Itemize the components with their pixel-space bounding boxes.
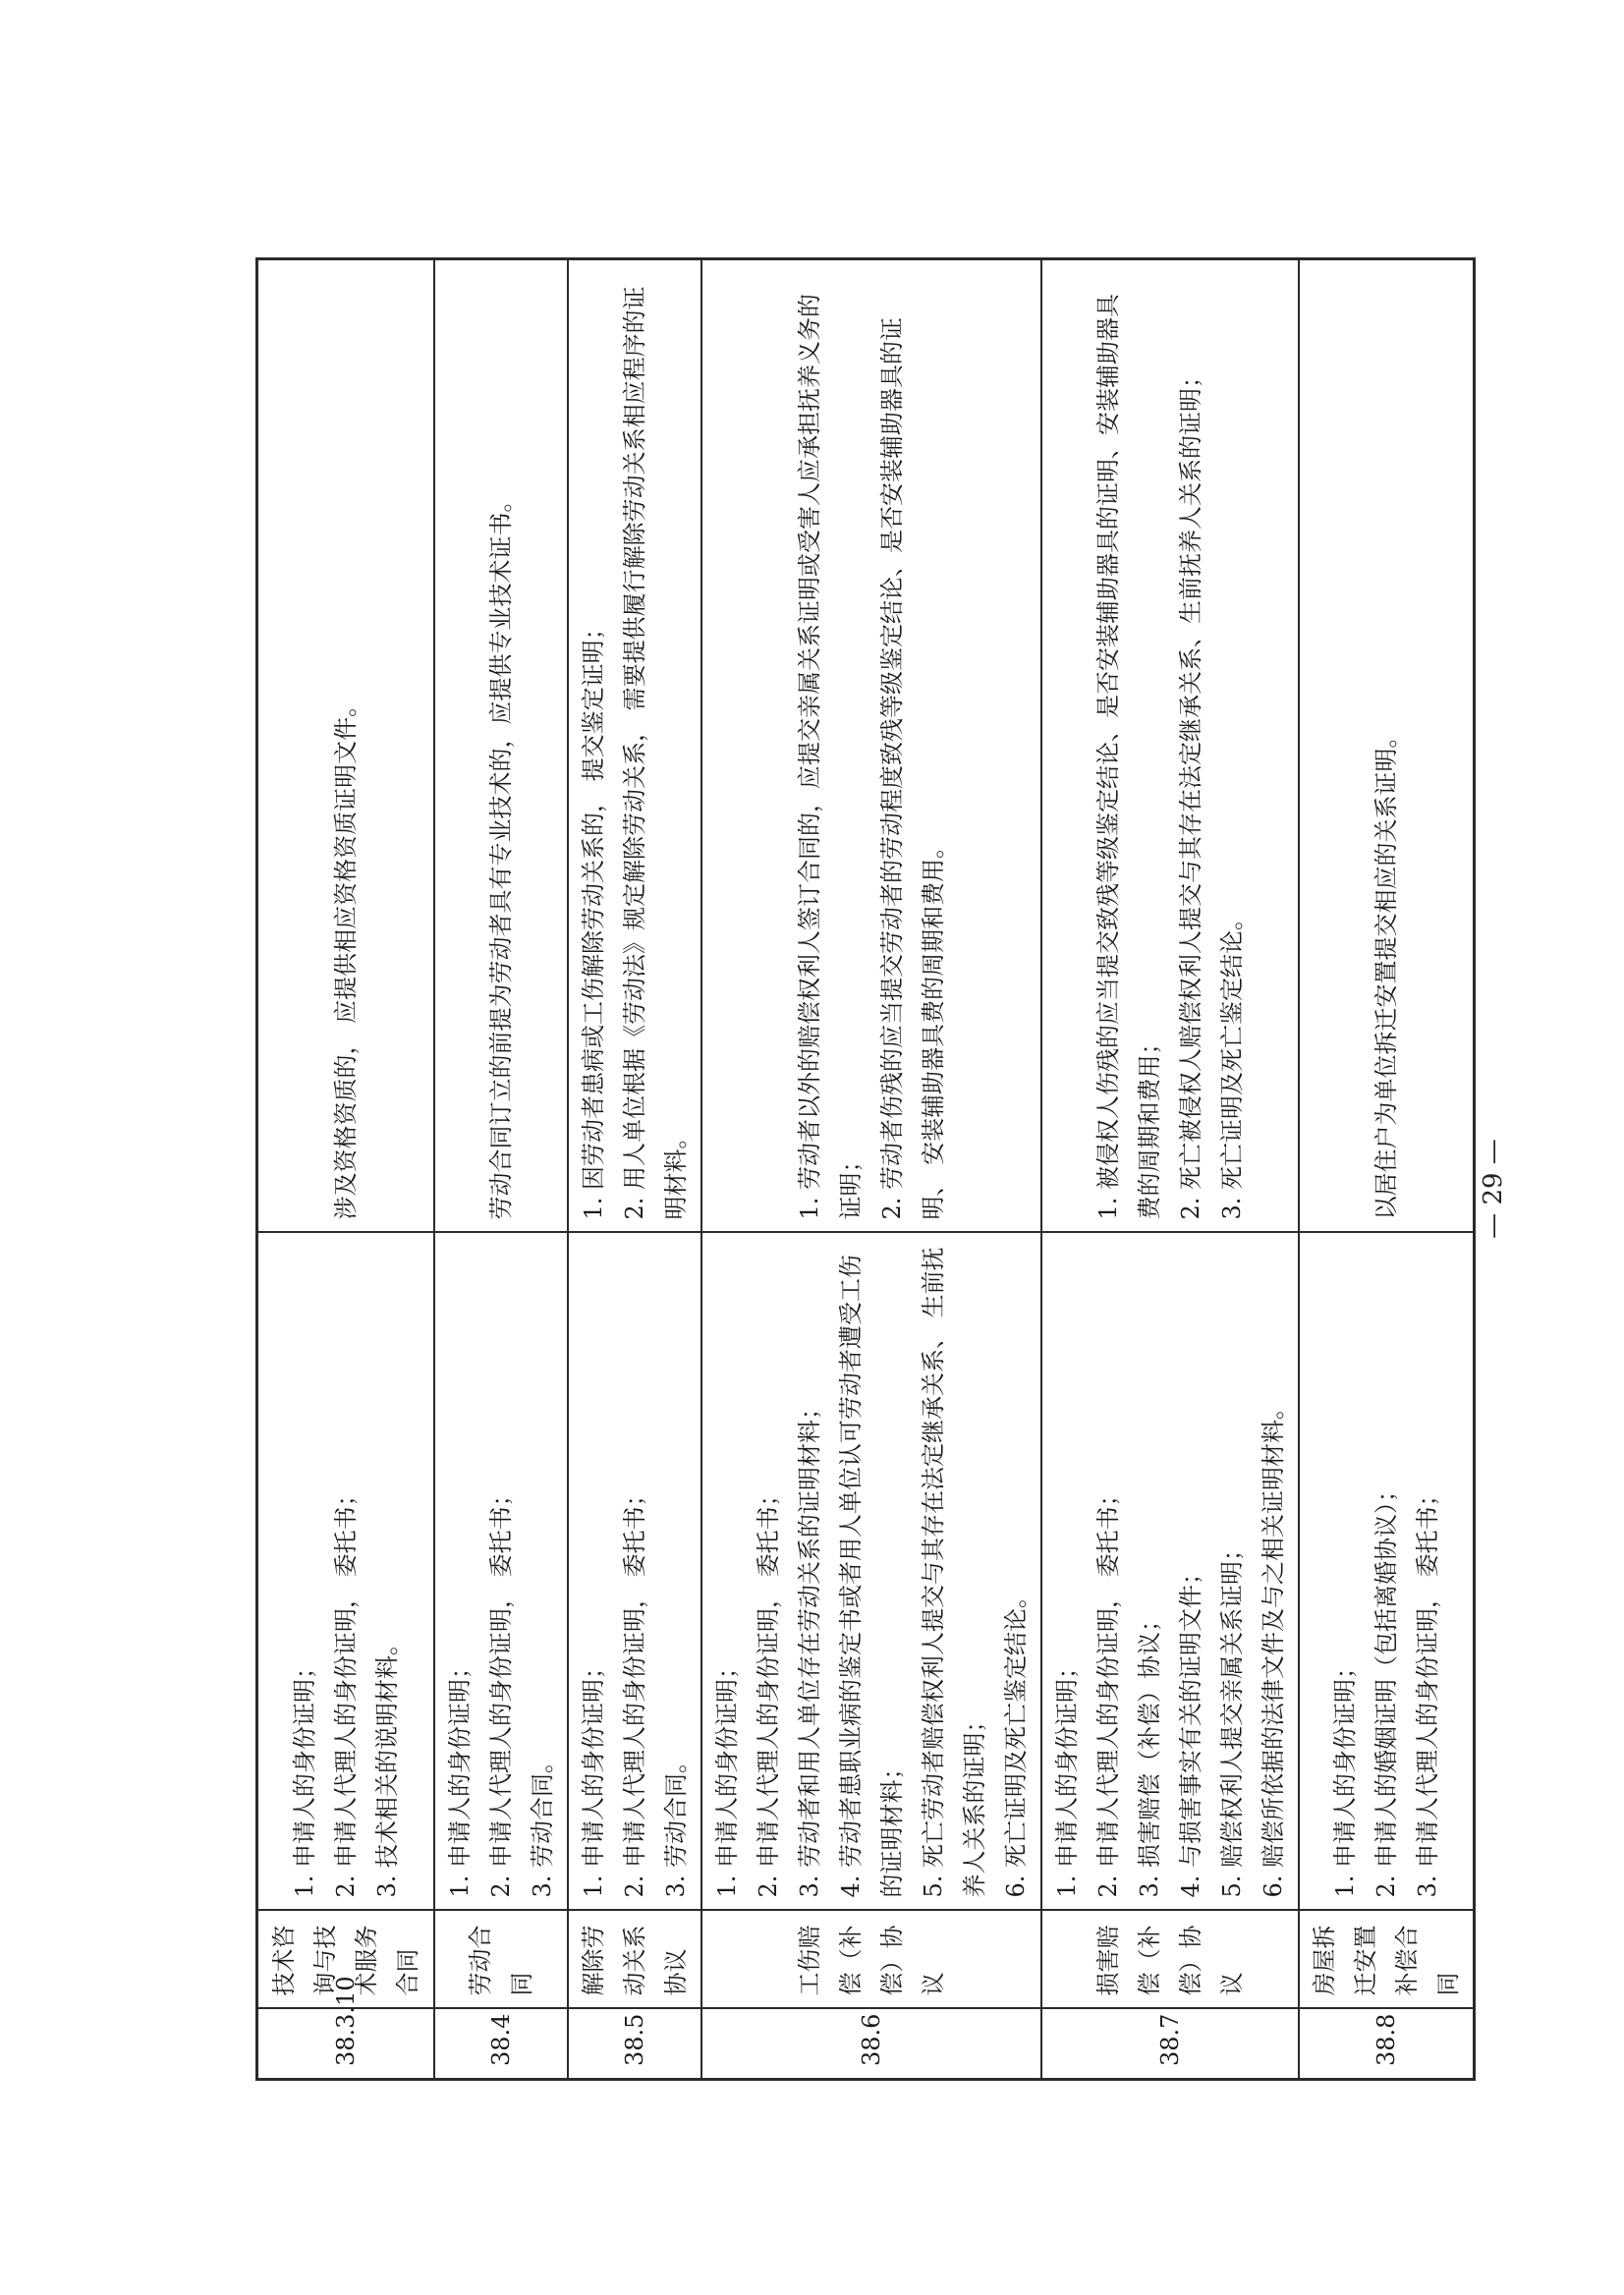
required-materials bbox=[257, 1233, 434, 1911]
material-item: 5. 死亡劳动者赔偿权利人提交与其存在法定继承关系、 生前抚养人关系的证明； bbox=[919, 1247, 988, 1898]
material-item: 6. 死亡证明及死亡鉴定结论。 bbox=[1001, 1584, 1030, 1898]
material-item: 2. 申请人代理人的身份证明， 委托书； bbox=[1093, 1483, 1122, 1898]
material-item: 2. 申请人代理人的身份证明， 委托书； bbox=[331, 1483, 360, 1898]
material-item: 2. 申请人代理人的身份证明， 委托书； bbox=[754, 1483, 782, 1898]
row-number: 38.6 bbox=[701, 2009, 1041, 2080]
table-row bbox=[568, 259, 701, 2080]
material-item: 2. 申请人的婚姻证明（包括离婚协议）； bbox=[1372, 1478, 1400, 1898]
notes-cell bbox=[1299, 259, 1475, 1233]
rotated-table-container bbox=[255, 257, 1462, 2081]
note-item: 2. 死亡被侵权人赔偿权利人提交与其存在法定继承关系、生前抚养人关系的证明； bbox=[1176, 364, 1204, 1220]
notes-cell bbox=[257, 259, 434, 1233]
material-item: 6. 赔偿所依据的法律文件及与之相关证明材料。 bbox=[1259, 1395, 1287, 1898]
material-item: 1. 申请人的身份证明； bbox=[1052, 1654, 1081, 1898]
row-number: 38.8 bbox=[1299, 2009, 1475, 2080]
notes-cell bbox=[1041, 259, 1299, 1233]
notes-cell bbox=[568, 259, 701, 1233]
material-item: 1. 申请人的身份证明； bbox=[1330, 1654, 1359, 1898]
required-materials bbox=[701, 1233, 1041, 1911]
required-materials bbox=[434, 1233, 568, 1911]
note-item: 2. 劳动者伤残的应当提交劳动者的劳动程度致残等级鉴定结论、是否安装辅助器具的证明、 安装辅助器具费的周期和费用。 bbox=[877, 316, 947, 1220]
row-number: 38.5 bbox=[568, 2009, 701, 2080]
table-row bbox=[434, 259, 568, 2080]
material-item: 3. 损害赔偿（补偿）协议； bbox=[1135, 1607, 1163, 1898]
contract-name: 房屋拆迁安置补偿合同 bbox=[1299, 1911, 1475, 2009]
note-item: 1. 被侵权人伤残的应当提交致残等级鉴定结论、是否安装辅助器具的证明、安装辅助器具费的周期和费用； bbox=[1093, 293, 1163, 1220]
material-item: 2. 申请人代理人的身份证明， 委托书； bbox=[486, 1483, 515, 1898]
material-item: 4. 与损害事实有关的证明文件； bbox=[1176, 1560, 1204, 1898]
note-item: 1. 因劳动者患病或工伤解除劳动关系的， 提交鉴定证明； bbox=[579, 616, 607, 1220]
table-row bbox=[701, 259, 1041, 2080]
row-number: 38.7 bbox=[1041, 2009, 1299, 2080]
required-materials bbox=[1299, 1233, 1475, 1911]
note-item: 以居住户为单位拆迁安置提交相应的关系证明。 bbox=[1372, 724, 1400, 1220]
contract-name: 劳动合同 bbox=[434, 1911, 568, 2009]
material-item: 5. 赔偿权利人提交亲属关系证明； bbox=[1217, 1537, 1246, 1898]
note-item: 1. 劳动者以外的赔偿权利人签订合同的，应提交亲属关系证明或受害人应承担抚养义务的证明； bbox=[795, 293, 865, 1220]
note-item: 劳动合同订立的前提为劳动者具有专业技术的，应提供专业技术证书。 bbox=[486, 488, 515, 1220]
material-item: 1. 申请人的身份证明； bbox=[445, 1654, 474, 1898]
material-item: 3. 申请人代理人的身份证明， 委托书； bbox=[1413, 1483, 1441, 1898]
row-number: 38.4 bbox=[434, 2009, 568, 2080]
contract-name: 工伤赔偿（补偿）协议 bbox=[701, 1911, 1041, 2009]
table-row bbox=[257, 259, 434, 2080]
material-item: 3. 劳动合同。 bbox=[661, 1749, 690, 1898]
material-item: 3. 劳动合同。 bbox=[528, 1749, 556, 1898]
note-item: 3. 死亡证明及死亡鉴定结论。 bbox=[1217, 906, 1246, 1220]
material-item: 1. 申请人的身份证明； bbox=[712, 1654, 741, 1898]
page-number: — 29 — bbox=[1479, 1139, 1508, 1239]
contract-name: 解除劳动关系协议 bbox=[568, 1911, 701, 2009]
notes-cell bbox=[434, 259, 568, 1233]
contract-name: 技术咨询与技术服务合同 bbox=[257, 1911, 434, 2009]
material-item: 3. 劳动者和用人单位存在劳动关系的证明材料； bbox=[795, 1395, 823, 1898]
table-row bbox=[1041, 259, 1299, 2080]
contract-name: 损害赔偿（补偿）协议 bbox=[1041, 1911, 1299, 2009]
material-item: 1. 申请人的身份证明； bbox=[579, 1654, 607, 1898]
material-item: 3. 技术相关的说明材料。 bbox=[372, 1631, 401, 1898]
required-materials bbox=[1041, 1233, 1299, 1911]
rotated-table-frame bbox=[255, 257, 1462, 2081]
note-item: 涉及资格资质的， 应提供相应资格资质证明文件。 bbox=[331, 693, 360, 1220]
material-item: 1. 申请人的身份证明； bbox=[290, 1654, 318, 1898]
note-item: 2. 用人单位根据《劳动法》规定解除劳动关系， 需要提供履行解除劳动关系相应程序的证明材料。 bbox=[620, 286, 690, 1220]
notary-materials-table bbox=[255, 257, 1476, 2081]
material-item: 2. 申请人代理人的身份证明， 委托书； bbox=[620, 1483, 648, 1898]
notes-cell bbox=[701, 259, 1041, 1233]
row-number: 38.3.10 bbox=[257, 2009, 434, 2080]
material-item: 4. 劳动者患职业病的鉴定书或者用人单位认可劳动者遭受工伤的证明材料； bbox=[836, 1254, 906, 1898]
required-materials bbox=[568, 1233, 701, 1911]
